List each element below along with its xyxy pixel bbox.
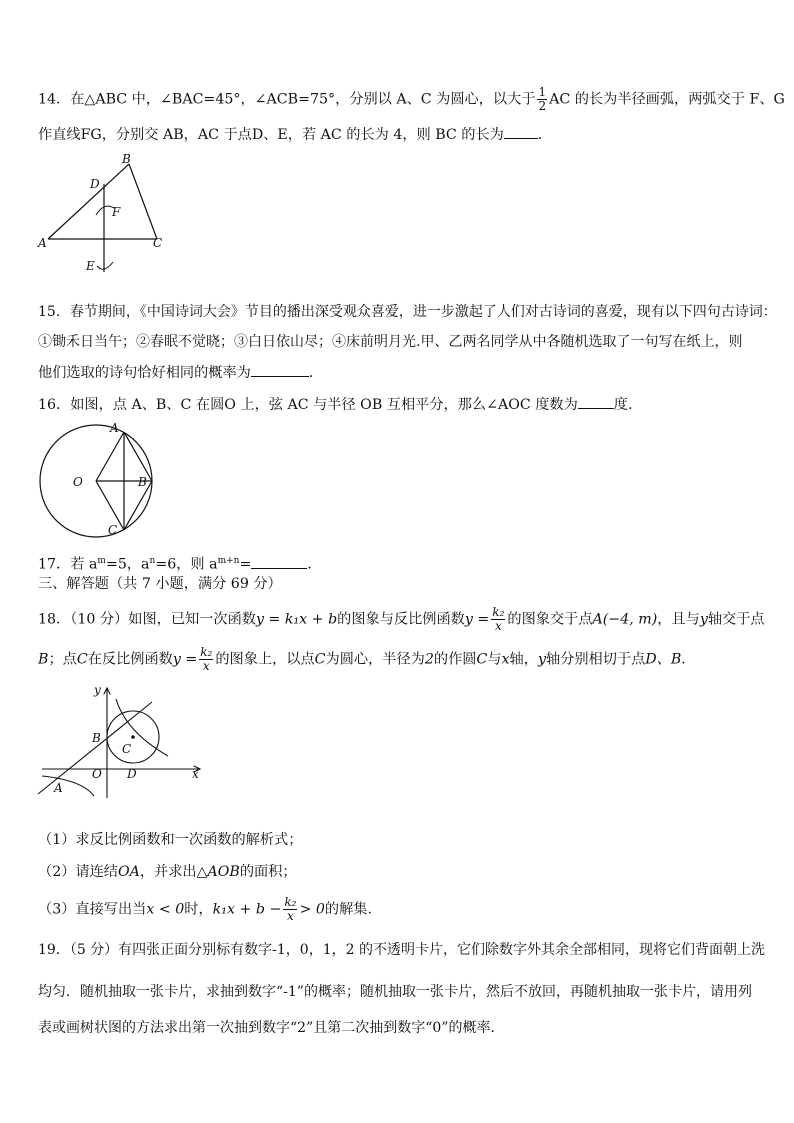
q18-l2-points-db: D、B <box>645 651 682 668</box>
q18-frac2-den: x <box>202 659 210 673</box>
q14-frac-den: 2 <box>538 99 547 113</box>
q14-line2 <box>38 124 760 145</box>
q18-sub3 <box>38 896 760 923</box>
q18-sub3-post: 的解集. <box>324 901 372 918</box>
q17-line <box>38 551 760 575</box>
q14-label-d: D <box>90 177 100 191</box>
q16-text: 16．如图，点 A、B、C 在圆O 上，弦 AC 与半径 OB 互相平分，那么∠AOC 度数为 <box>38 397 578 413</box>
q17-exp-n: n <box>149 556 156 566</box>
q18-point-a: A(−4, m) <box>592 611 658 628</box>
q18-sub2-post: 的面积； <box>239 864 297 880</box>
q18-fraction-1 <box>491 606 505 633</box>
q14-label-e: E <box>86 259 95 273</box>
q18-sub1: （1）求反比例函数和一次函数的解析式； <box>38 832 303 848</box>
q14-label-f: F <box>112 205 121 219</box>
q17-text-end: ． <box>307 556 322 573</box>
q18-frac2-num: k₂ <box>200 645 213 659</box>
q16-answer-blank[interactable] <box>578 394 614 409</box>
q14-label-b: B <box>122 152 131 166</box>
q18-sub2-pre: （2）请连结 <box>38 864 118 880</box>
q18-center-c <box>131 735 135 739</box>
q14-label-c: C <box>153 236 163 250</box>
q14-arc-g <box>97 262 113 269</box>
q14-triangle-figure <box>34 150 174 280</box>
q18-inverse-y: y = <box>464 611 490 628</box>
q18-text-b: 的图象与反比例函数 <box>337 611 465 628</box>
q18-sub3-condition: x < 0 <box>146 901 185 918</box>
q17-text-a: 17．若 a <box>38 556 98 573</box>
q16-label-c: C <box>108 523 118 537</box>
q18-sub2-oa: OA <box>117 864 140 880</box>
q18-l2-text-g: 为圆心，半径为 <box>325 651 425 668</box>
q17-text-d: = <box>239 556 252 573</box>
q18-sub3-inequality: > 0 <box>299 901 325 918</box>
q18-label-c: C <box>122 742 132 756</box>
q16-segment-ab <box>124 432 152 481</box>
q18-l2-text-d: 在反比例函数 <box>87 651 173 668</box>
q16-label-a: A <box>110 421 119 435</box>
q16-label-b: B <box>138 475 147 489</box>
q18-hyperbola-branch-2 <box>42 776 94 796</box>
q18-l2-c2: C <box>314 651 326 668</box>
q18-fraction-3 <box>283 896 297 923</box>
q18-frac1-den: x <box>494 619 502 633</box>
q18-coordinate-figure <box>34 680 210 800</box>
q18-text-e: 轴交于点 <box>707 611 765 628</box>
q18-label-o: O <box>92 767 102 781</box>
q18-sub2-mid: ，并求出 <box>139 864 197 880</box>
q16-line <box>38 394 760 415</box>
q19-line3: 表或画树状图的方法求出第一次抽到数字“2”且第二次抽到数字“0”的概率． <box>38 1020 505 1036</box>
q18-label-y: y <box>94 683 101 697</box>
q16-label-o: O <box>73 475 83 489</box>
q18-l2-text-m: 轴， <box>509 651 538 668</box>
q16-text-end: 度. <box>613 397 633 413</box>
q14-frac-num: 1 <box>538 85 547 99</box>
q16-segment-oa <box>96 432 124 481</box>
q18-l2-y: y = <box>172 651 198 668</box>
q18-l2-text-o: 轴分别相切于点 <box>545 651 646 668</box>
q18-point-c: C <box>76 651 88 668</box>
q18-l2-text-b: ；点 <box>48 651 77 668</box>
q18-sub2-triangle: △AOB <box>196 864 240 880</box>
q18-text-intro: 18．（10 分）如图，已知一次函数 <box>38 611 256 628</box>
q18-sub3-pre: （3）直接写出当 <box>38 901 147 918</box>
q18-sub3-expression: k₁x + b − <box>212 901 282 918</box>
q14-fraction <box>537 86 547 113</box>
q18-l2-text-end: ． <box>681 651 696 668</box>
q15-line1: 15．春节期间，《中国诗词大会》节目的播出深受观众喜爱，进一步激起了人们对古诗词的喜爱，现有以下四句古诗词： <box>38 304 777 320</box>
q18-line1 <box>38 605 765 633</box>
q18-text-d: ，且与 <box>657 611 700 628</box>
q17-text-c: =6，则 a <box>155 556 218 573</box>
q18-point-b: B <box>38 651 49 668</box>
q18-linear-func: y = k₁x + b <box>255 611 338 628</box>
q18-text-c: 的图象交于点 <box>507 611 593 628</box>
q18-label-a: A <box>54 781 63 795</box>
q18-line2 <box>38 646 760 673</box>
q17-answer-blank[interactable] <box>251 554 307 569</box>
q15-line3-text: 他们选取的诗句恰好相同的概率为 <box>38 365 251 381</box>
q14-line1 <box>38 85 785 113</box>
q16-circle-figure <box>34 418 164 542</box>
q18-label-d: D <box>127 767 137 781</box>
q18-sub3-mid: 时， <box>184 901 213 918</box>
q18-l2-y2: y <box>537 651 546 668</box>
q18-frac3-den: x <box>287 909 294 923</box>
q18-l2-x: x <box>501 651 510 668</box>
q15-line3 <box>38 362 760 383</box>
q18-l2-text-i: 的作圆 <box>433 651 477 668</box>
q18-fraction-2 <box>199 646 213 673</box>
q14-answer-blank[interactable] <box>504 124 538 139</box>
q18-frac3-num: k₂ <box>284 895 297 909</box>
q19-line2: 均匀．随机抽取一张卡片，求抽到数字“-1”的概率；随机抽取一张卡片，然后不放回，再随机抽取一张卡片，请用列 <box>38 984 752 1000</box>
q14-line2-end: ． <box>537 127 553 143</box>
q17-text-b: =5，a <box>105 556 150 573</box>
q14-label-a: A <box>38 236 47 250</box>
q18-sub2 <box>38 862 760 882</box>
q14-text-post: AC 的长为半径画弧，两弧交于 F、G <box>549 91 785 108</box>
q14-line2-text: 作直线FG，分别交 AB，AC 于点D、E，若 AC 的长为 4，则 BC 的长为 <box>38 127 504 143</box>
q18-l2-c3: C <box>476 651 488 668</box>
q19-line1: 19．（5 分）有四张正面分别标有数字-1，0，1，2 的不透明卡片，它们除数字外其余全部相同，现将它们背面朝上洗 <box>38 942 765 958</box>
q14-side-ab <box>48 164 129 239</box>
q14-side-bc <box>129 164 157 239</box>
q15-answer-blank[interactable] <box>251 362 309 377</box>
q15-line3-end: ． <box>308 365 324 381</box>
q17-exp-mn: m+n <box>217 556 240 566</box>
q18-l2-text-k: 与 <box>487 651 502 668</box>
q18-l2-text-e: 的图象上，以点 <box>215 651 315 668</box>
q14-text-pre: 14．在△ABC 中，∠BAC=45°，∠ACB=75°，分别以 A、C 为圆心，以大于 <box>38 91 536 108</box>
q18-label-x: x <box>192 767 199 781</box>
q18-radius-value: 2 <box>424 651 434 668</box>
section-heading: 三、解答题（共 7 小题，满分 69 分） <box>38 576 282 592</box>
q18-y-axis: y <box>699 611 708 628</box>
q18-frac1-num: k₂ <box>492 605 505 619</box>
q17-exp-m: m <box>97 556 106 566</box>
q18-label-b: B <box>92 731 101 745</box>
q15-line2: ①锄禾日当午；②春眠不觉晓；③白日依山尽；④床前明月光.甲、乙两名同学从中各随机选取了一句写在纸上，则 <box>38 334 743 350</box>
